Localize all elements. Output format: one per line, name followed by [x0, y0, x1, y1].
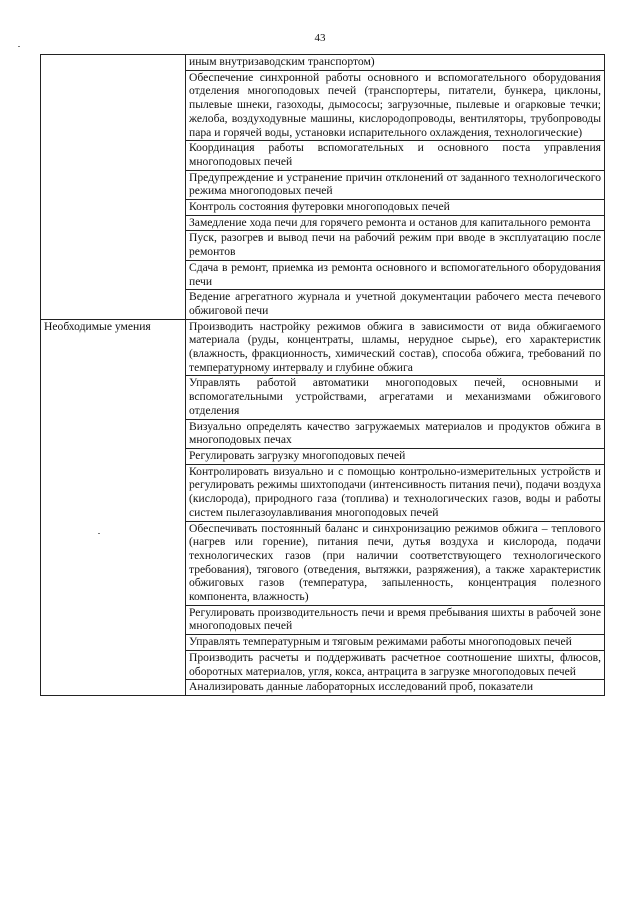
table-cell: Анализировать данные лабораторных исследований проб, показатели	[186, 680, 605, 696]
table-row	[41, 70, 605, 141]
table-row	[41, 215, 605, 231]
table-row	[41, 290, 605, 319]
table-cell: Визуально определять качество загружаемых материалов и продуктов обжига в многоподовых печах	[186, 419, 605, 448]
scan-speck	[18, 46, 20, 47]
table-cell: Производить настройку режимов обжига в зависимости от вида обжигаемого материала (руды, концентраты, шламы, нерудное сырье), его характеристик (влажность, фракционность, химический состав), способа обжига, требований по температурному интервалу и глубине обжига	[186, 319, 605, 376]
table-cell: Сдача в ремонт, приемка из ремонта основного и вспомогательного оборудования печи	[186, 260, 605, 289]
table-cell: Обеспечение синхронной работы основного и вспомогательного оборудования отделения многоподовых печей (транспортеры, питатели, бункера, циклоны, пылевые шнеки, газоходы, дымососы; загрузочные, пылевые и огарковые течки; желоба, воздуходувные машины, кислородопроводы, вентиляторы, трубопроводы пара и горячей воды, установки испарительного охлаждения, технологические)	[186, 70, 605, 141]
scan-speck	[98, 533, 100, 534]
table-cell: иным внутризаводским транспортом)	[186, 55, 605, 71]
table-row	[41, 376, 605, 419]
competency-table	[40, 54, 605, 696]
table-row	[41, 448, 605, 464]
table-row	[41, 170, 605, 199]
table-row	[41, 319, 605, 376]
table-cell: Контроль состояния футеровки многоподовых печей	[186, 200, 605, 216]
table-cell: Пуск, разогрев и вывод печи на рабочий режим при вводе в эксплуатацию после ремонтов	[186, 231, 605, 260]
table-cell: Управлять работой автоматики многоподовых печей, основными и вспомогательными устройствами, агрегатами и механизмами обжигового отделения	[186, 376, 605, 419]
table-cell: Обеспечивать постоянный баланс и синхронизацию режимов обжига – теплового (нагрев или горение), питания печи, дутья воздуха и кислорода, подачи технологических газов (при наличии соответствующего технологического требования), тягового (отведения, вытяжки, разряжения), а также характеристик обжиговых газов (температура, запыленность, концентрация полезного компонента, влажность)	[186, 521, 605, 605]
table-row	[41, 635, 605, 651]
table-row	[41, 141, 605, 170]
table-row	[41, 680, 605, 696]
table-row	[41, 521, 605, 605]
row-label-cell	[41, 55, 186, 71]
table-row	[41, 464, 605, 521]
table-cell: Ведение агрегатного журнала и учетной документации рабочего места печевого обжиговой печи	[186, 290, 605, 319]
table-cell: Регулировать производительность печи и время пребывания шихты в рабочей зоне многоподовых печей	[186, 605, 605, 634]
table-row	[41, 260, 605, 289]
table-row	[41, 200, 605, 216]
table-cell: Управлять температурным и тяговым режимами работы многоподовых печей	[186, 635, 605, 651]
table-row	[41, 605, 605, 634]
table-row	[41, 419, 605, 448]
table-cell: Предупреждение и устранение причин отклонений от заданного технологического режима многоподовых печей	[186, 170, 605, 199]
page-number: 43	[314, 32, 326, 44]
table-row	[41, 231, 605, 260]
row-label-cell: Необходимые умения	[41, 319, 186, 376]
table-cell: Производить расчеты и поддерживать расчетное соотношение шихты, флюсов, оборотных материалов, угля, кокса, антрацита в загрузке многоподовых печей	[186, 650, 605, 679]
table-cell: Регулировать загрузку многоподовых печей	[186, 448, 605, 464]
table-row	[41, 650, 605, 679]
table-cell: Контролировать визуально и с помощью контрольно-измерительных устройств и регулировать режимы шихтоподачи (интенсивность питания печи), подачи воздуха (кислорода), природного газа (топлива) и технологических газов, воды и работы систем пылегазоулавливания многоподовых печей	[186, 464, 605, 521]
table-cell: Замедление хода печи для горячего ремонта и останов для капитального ремонта	[186, 215, 605, 231]
table-row	[41, 55, 605, 71]
table-cell: Координация работы вспомогательных и основного поста управления многоподовых печей	[186, 141, 605, 170]
